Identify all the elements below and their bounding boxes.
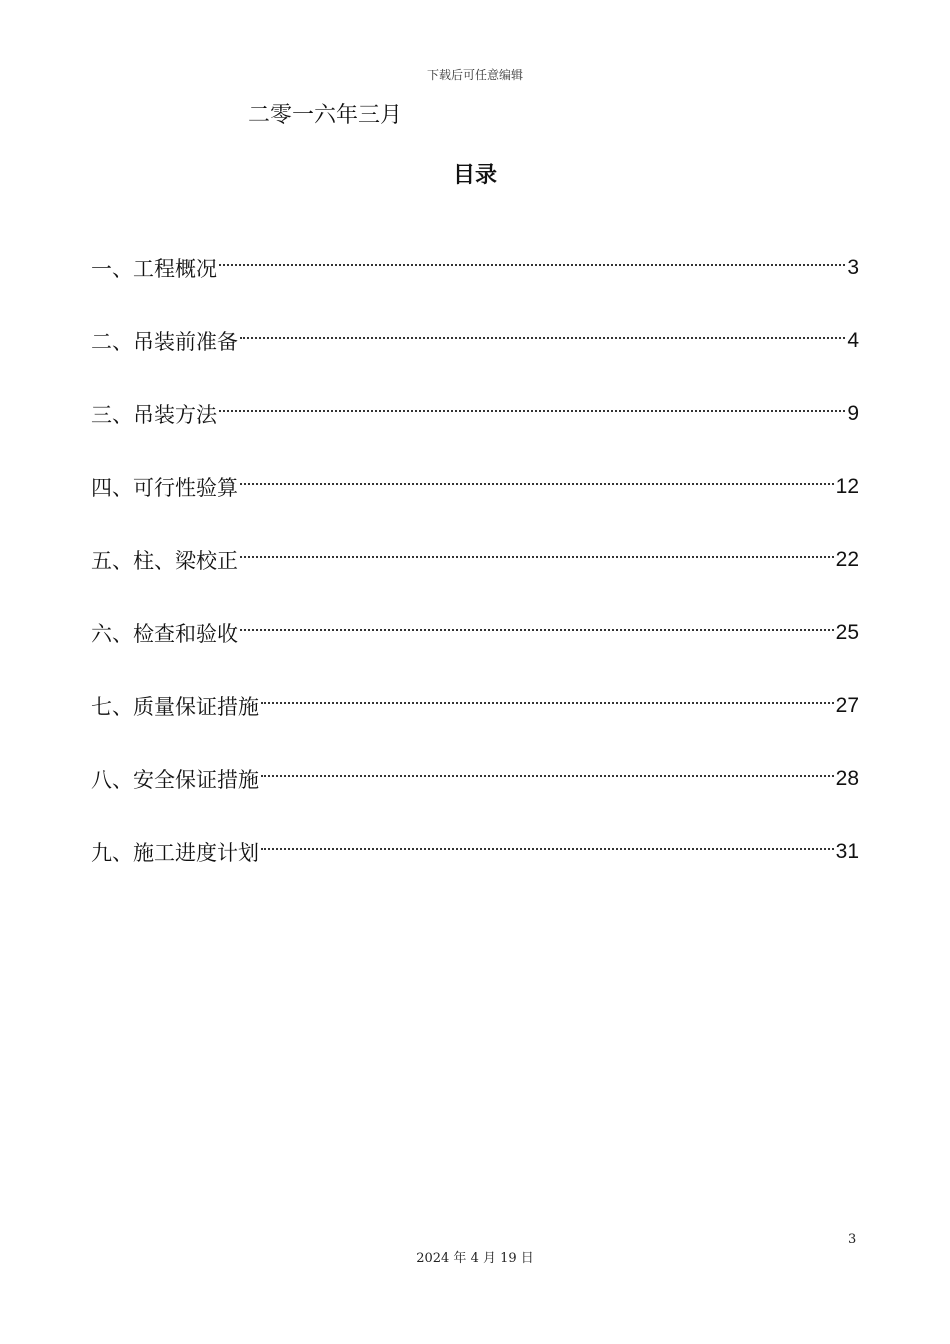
toc-entry-label: 六、检查和验收 (91, 622, 238, 646)
toc-entry[interactable] (91, 212, 859, 285)
toc-entry-page: 27 (835, 694, 859, 717)
toc-entry-page: 31 (835, 840, 859, 863)
toc-entry-label: 九、施工进度计划 (91, 841, 259, 865)
cover-date: 二零一六年三月 (248, 103, 403, 128)
toc-entry[interactable] (91, 650, 859, 723)
toc-leader (219, 409, 845, 412)
toc-leader (261, 701, 834, 704)
toc-entry-label: 八、安全保证措施 (91, 768, 259, 792)
toc-entry-page: 12 (835, 475, 859, 498)
toc-leader (261, 847, 834, 850)
toc-entry[interactable] (91, 723, 859, 796)
toc-entry-page: 25 (835, 621, 859, 644)
toc-entry[interactable] (91, 577, 859, 650)
toc-leader (240, 555, 834, 558)
table-of-contents (91, 212, 859, 869)
toc-entry-page: 3 (847, 256, 859, 279)
toc-leader (219, 263, 845, 266)
header-note: 下载后可任意编辑 (426, 68, 523, 82)
toc-entry[interactable] (91, 285, 859, 358)
toc-entry-page: 4 (847, 329, 859, 352)
toc-leader (240, 628, 834, 631)
toc-entry-label: 二、吊装前准备 (91, 330, 238, 354)
toc-entry-page: 22 (835, 548, 859, 571)
toc-leader (240, 482, 834, 485)
toc-entry-label: 一、工程概况 (91, 257, 217, 281)
footer-date: 2024 年 4 月 19 日 (416, 1251, 534, 1266)
toc-entry-label: 四、可行性验算 (91, 476, 238, 500)
toc-entry[interactable] (91, 796, 859, 869)
toc-title: 目录 (452, 163, 497, 188)
toc-entry[interactable] (91, 358, 859, 431)
page-number: 3 (848, 1232, 857, 1247)
toc-entry-label: 七、质量保证措施 (91, 695, 259, 719)
toc-leader (240, 336, 845, 339)
toc-entry-label: 五、柱、梁校正 (91, 549, 238, 573)
toc-entry-page: 28 (835, 767, 859, 790)
toc-entry-label: 三、吊装方法 (91, 403, 217, 427)
toc-entry[interactable] (91, 431, 859, 504)
toc-leader (261, 774, 834, 777)
toc-entry-page: 9 (847, 402, 859, 425)
toc-entry[interactable] (91, 504, 859, 577)
